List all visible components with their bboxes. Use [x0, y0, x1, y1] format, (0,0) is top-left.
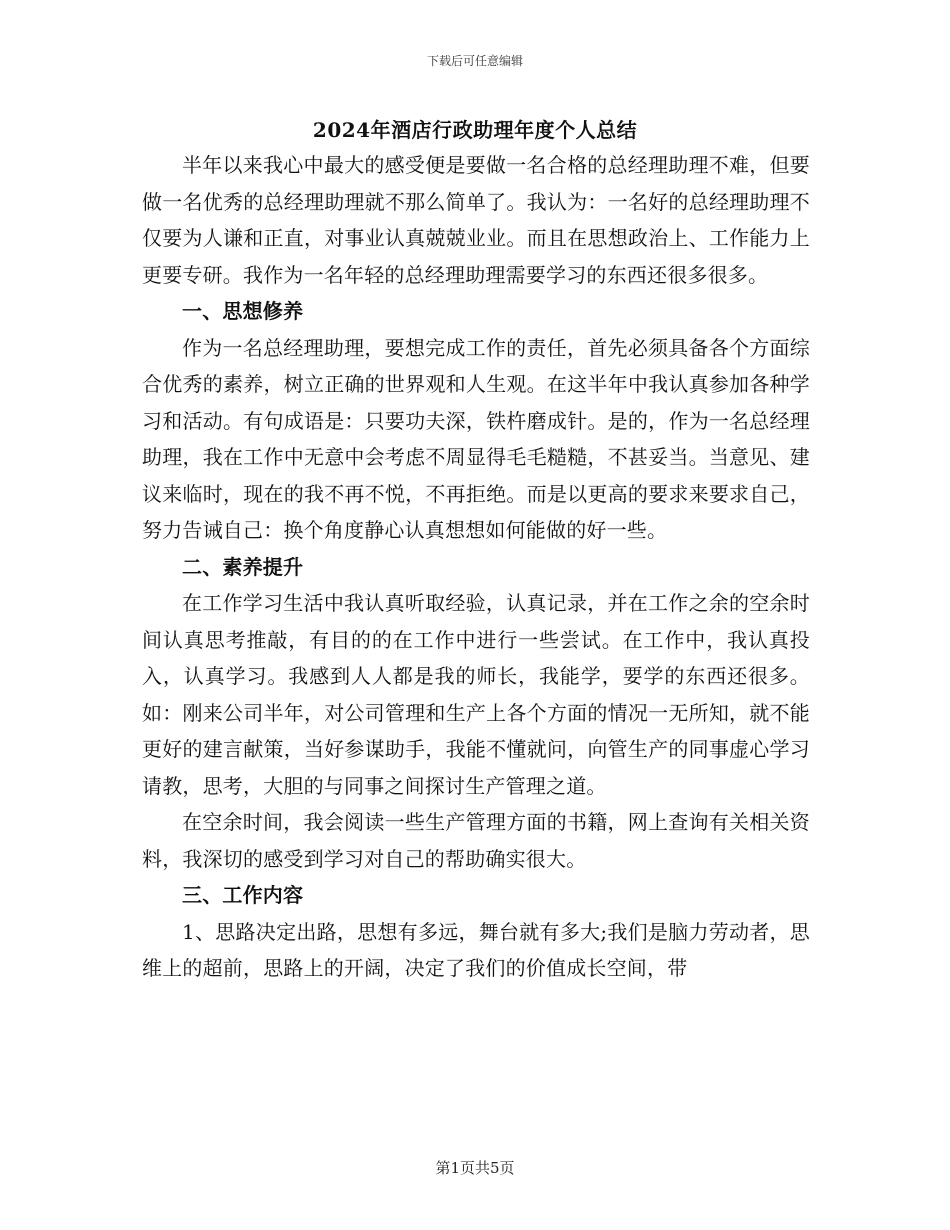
- document-body: [142, 147, 810, 987]
- section-2-paragraph-1: 在工作学习生活中我认真听取经验，认真记录，并在工作之余的空余时间认真思考推敲，有目的的在工作中进行一些尝试。在工作中，我认真投入，认真学习。我感到人人都是我的师长，我能学，要学的东西还很多。如：刚来公司半年，对公司管理和生产上各个方面的情况一无所知，就不能更好的建言献策，当好参谋助手，我能不懂就问，向管生产的同事虚心学习请教，思考，大胆的与同事之间探讨生产管理之道。: [142, 591, 810, 798]
- document-title: 2024年酒店行政助理年度个人总结: [312, 118, 638, 142]
- section-3-paragraph-1: 1、思路决定出路，思想有多远，舞台就有多大;我们是脑力劳动者，思维上的超前，思路上的开阔，决定了我们的价值成长空间，带: [142, 919, 810, 980]
- section-2-paragraph-2: 在空余时间，我会阅读一些生产管理方面的书籍，网上查询有关相关资料，我深切的感受到学习对自己的帮助确实很大。: [142, 810, 810, 871]
- page-footer: 第1页共5页: [435, 1159, 515, 1177]
- section-heading-2: 二、素养提升: [182, 554, 304, 579]
- intro-paragraph: 半年以来我心中最大的感受便是要做一名合格的总经理助理不难，但要做一名优秀的总经理助理就不那么简单了。我认为：一名好的总经理助理不仅要为人谦和正直，对事业认真兢兢业业。而且在思想政治上、工作能力上更要专研。我作为一名年轻的总经理助理需要学习的东西还很多很多。: [142, 153, 810, 287]
- page-header-note: 下载后可任意编辑: [426, 54, 523, 68]
- section-1-paragraph: 作为一名总经理助理，要想完成工作的责任，首先必须具备各个方面综合优秀的素养，树立正确的世界观和人生观。在这半年中我认真参加各种学习和活动。有句成语是：只要功夫深，铁杵磨成针。是的，作为一名总经理助理，我在工作中无意中会考虑不周显得毛毛糙糙，不甚妥当。当意见、建议来临时，现在的我不再不悦，不再拒绝。而是以更高的要求来要求自己，努力告诫自己：换个角度静心认真想想如何能做的好一些。: [142, 335, 810, 542]
- section-heading-1: 一、思想修养: [182, 299, 304, 323]
- section-heading-3: 三、工作内容: [182, 883, 304, 907]
